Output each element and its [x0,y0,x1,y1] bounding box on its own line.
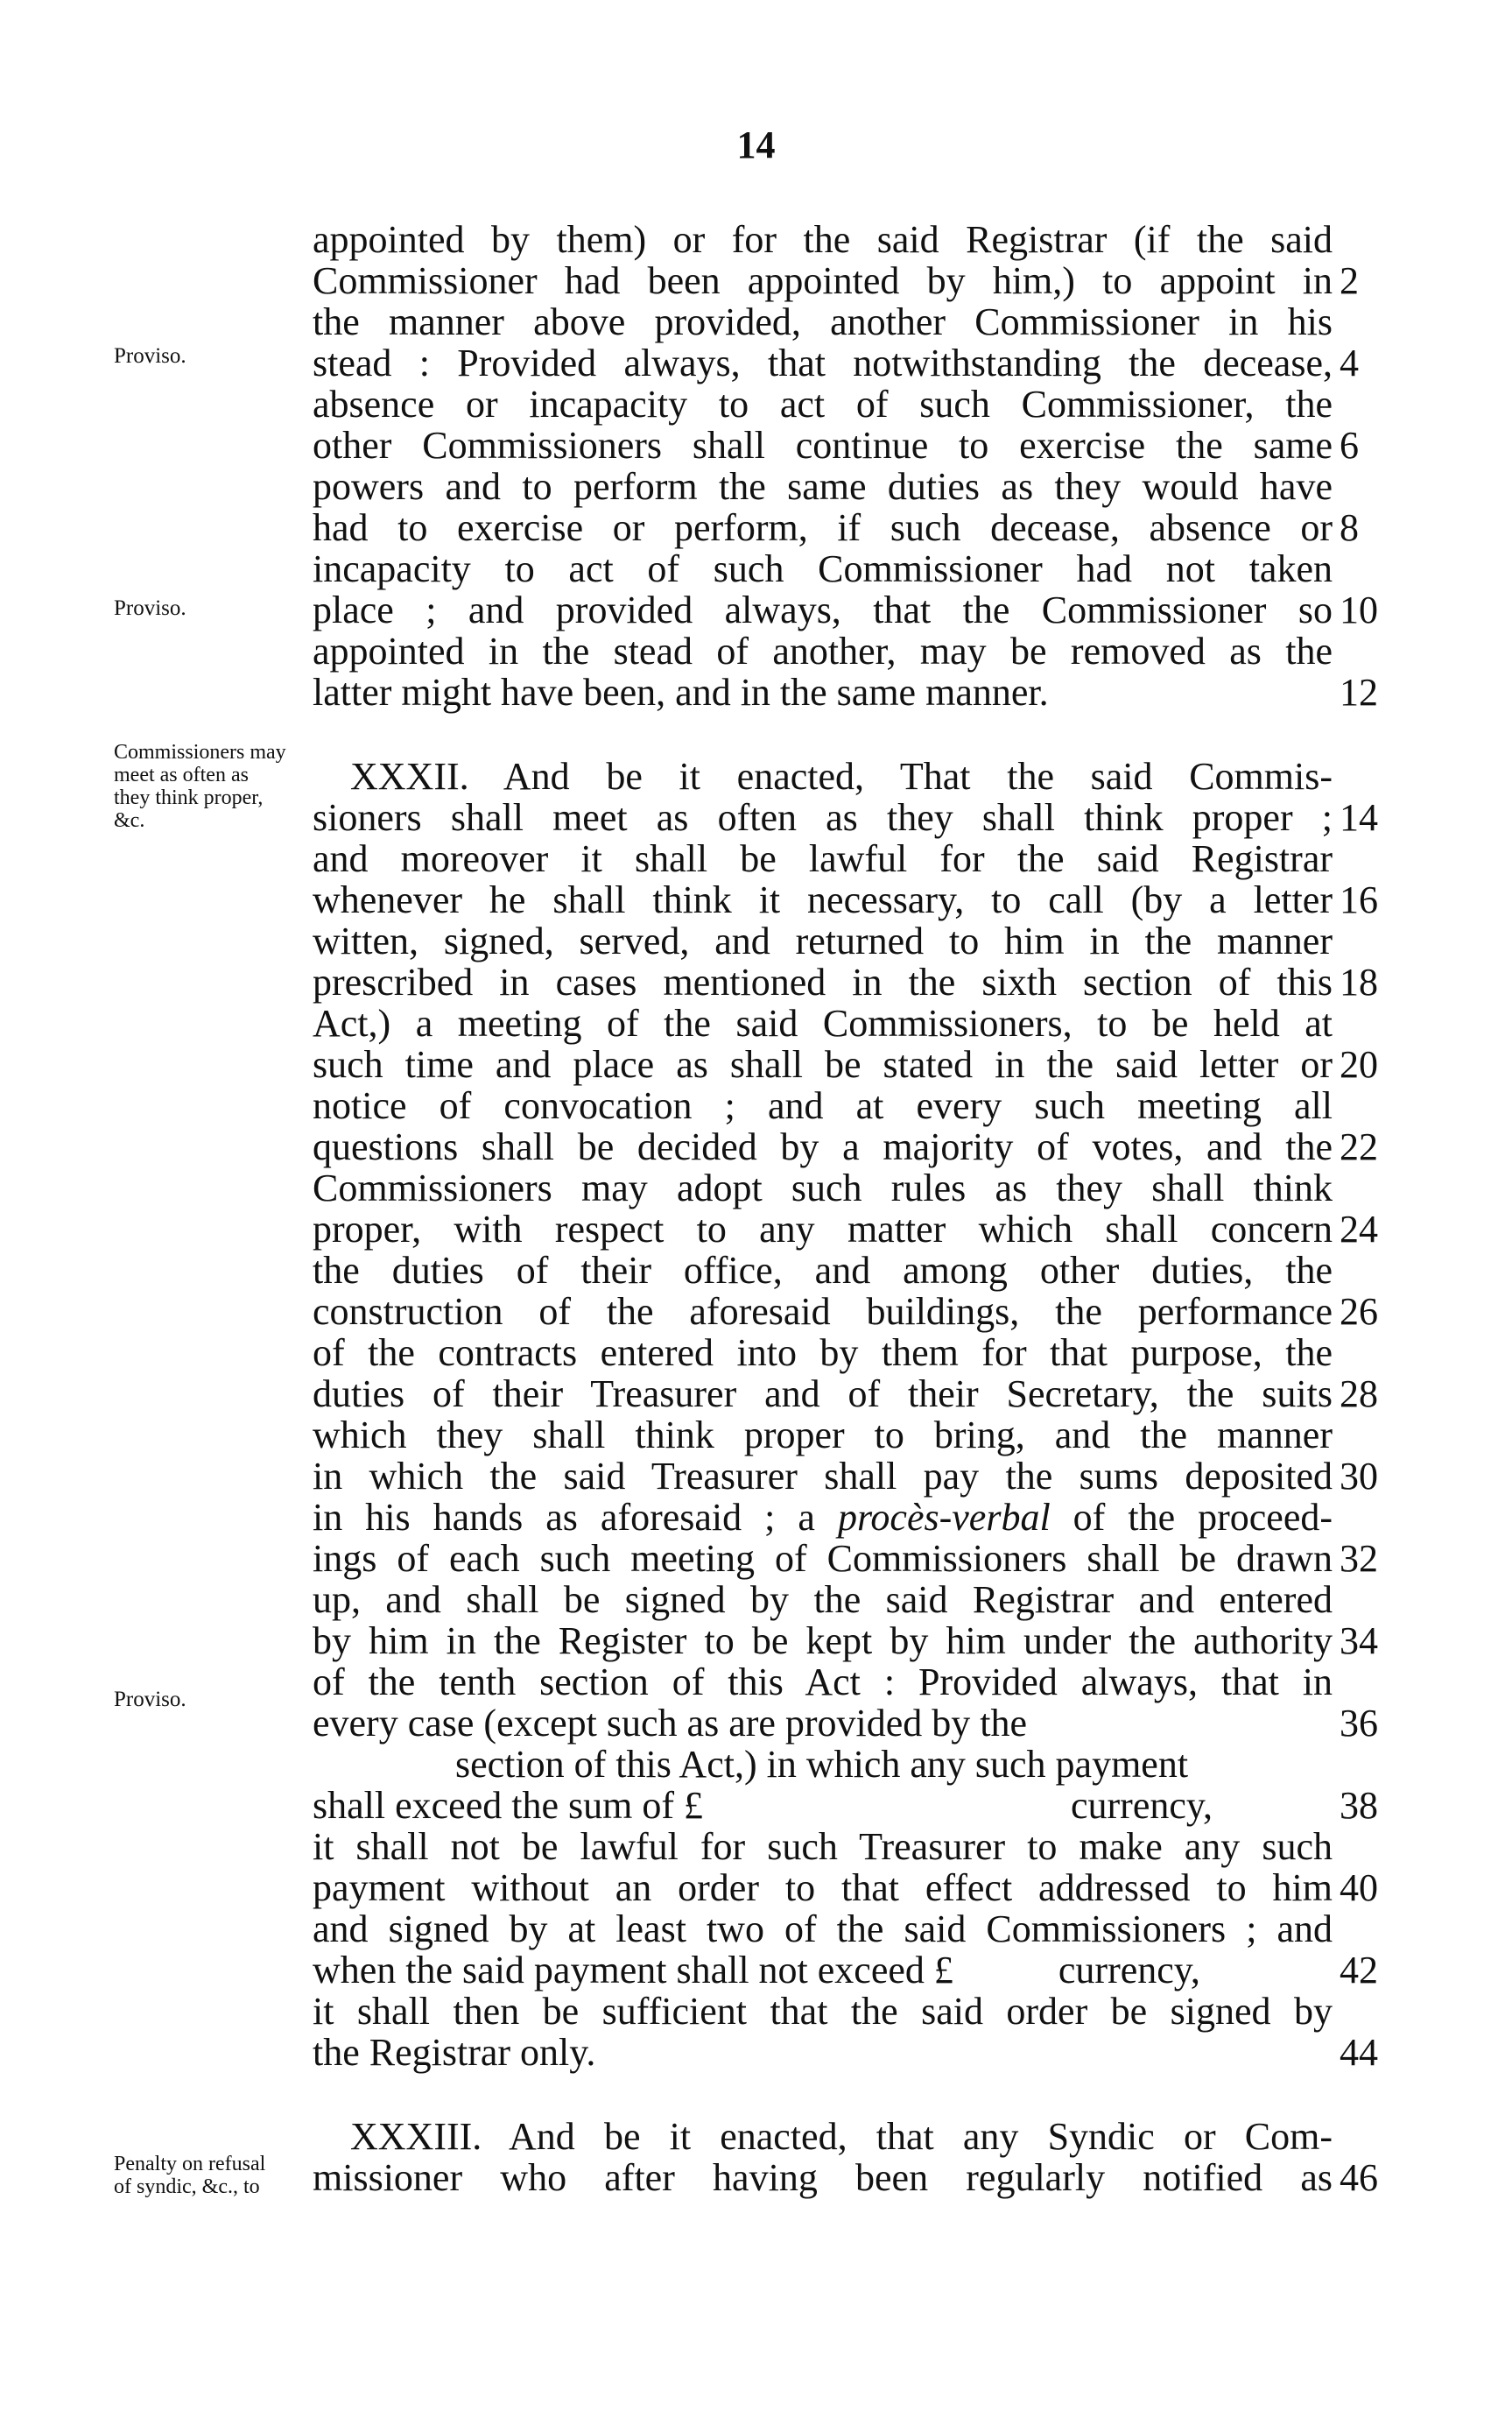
line-number: 6 [1340,424,1359,467]
text-line: XXXIII. And be it enacted, that any Syndic or Com- [350,2115,1333,2158]
line-number: 28 [1340,1372,1378,1415]
text-line: up, and shall be signed by the said Registrar and entered [313,1578,1333,1621]
line-number: 24 [1340,1208,1378,1251]
text-line: questions shall be decided by a majority of votes, and the [313,1125,1333,1168]
margin-note-penalty: Penalty on refusal of syndic, &c., to [114,2153,266,2198]
text-segment: in his hands as aforesaid ; a [313,1496,838,1539]
line-number: 4 [1340,342,1359,384]
text-line: stead : Provided always, that notwithstanding the decease, [313,342,1333,384]
line-number: 42 [1340,1949,1378,1992]
line-number: 30 [1340,1455,1378,1498]
text-line: Act,) a meeting of the said Commissioners, to be held at [313,1002,1333,1045]
text-line: prescribed in cases mentioned in the sixth section of this [313,961,1333,1004]
margin-note-proviso: Proviso. [114,1688,186,1711]
text-line: and signed by at least two of the said Commissioners ; and [313,1907,1333,1950]
text-line: duties of their Treasurer and of their Secretary, the suits [313,1372,1333,1415]
text-line: missioner who after having been regularly notified as [313,2156,1333,2199]
text-line: Commissioner had been appointed by him,) to appoint in [313,259,1333,302]
text-segment: currency, [1058,1949,1200,1992]
text-line: whenever he shall think it necessary, to call (by a letter [313,878,1333,921]
text-line: the manner above provided, another Commissioner in his [313,300,1333,343]
text-line: every case (except such as are provided by the [313,1702,1028,1745]
line-number: 18 [1340,961,1378,1004]
text-line: place ; and provided always, that the Commissioner so [313,589,1333,631]
text-line [313,1497,1333,1539]
text-line: by him in the Register to be kept by him under the authority [313,1619,1333,1662]
text-line: in which the said Treasurer shall pay the sums deposited [313,1455,1333,1498]
line-number: 40 [1340,1866,1378,1909]
text-segment: shall exceed the sum of £ [313,1784,703,1827]
text-line: other Commissioners shall continue to exercise the same [313,424,1333,467]
text-line: incapacity to act of such Commissioner had not taken [313,547,1333,590]
line-number: 14 [1340,796,1378,839]
line-number: 46 [1340,2156,1378,2199]
text-line: appointed by them) or for the said Registrar (if the said [313,218,1333,261]
margin-note-proviso: Proviso. [114,596,186,620]
text-line: appointed in the stead of another, may be removed as the [313,630,1333,673]
line-number: 16 [1340,878,1378,921]
line-number: 12 [1340,671,1378,714]
line-number: 2 [1340,259,1359,302]
page-number: 14 [736,123,776,166]
text-line: the Registrar only. [313,2031,596,2074]
line-number: 10 [1340,589,1378,631]
text-line: of the tenth section of this Act : Provided always, that in [313,1660,1333,1703]
text-line: which they shall think proper to bring, and the manner [313,1413,1333,1456]
text-line: construction of the aforesaid buildings, the performance [313,1290,1333,1333]
text-line: of the contracts entered into by them for that purpose, the [313,1331,1333,1374]
text-line: witten, signed, served, and returned to him in the manner [313,920,1333,962]
text-line: proper, with respect to any matter which shall concern [313,1208,1333,1251]
text-line: sioners shall meet as often as they shall think proper ; [313,796,1333,839]
text-line: XXXII. And be it enacted, That the said Commis- [350,755,1333,798]
text-segment: currency, [1070,1784,1213,1827]
text-segment: when the said payment shall not exceed £ [313,1949,953,1992]
text-line: it shall then be sufficient that the said order be signed by [313,1990,1333,2033]
line-number: 32 [1340,1537,1378,1580]
line-number: 38 [1340,1784,1378,1827]
text-line: absence or incapacity to act of such Commissioner, the [313,383,1333,426]
italic-term: procès-verbal [837,1496,1051,1539]
text-line: such time and place as shall be stated in the said letter or [313,1043,1333,1086]
line-number: 26 [1340,1290,1378,1333]
text-line: the duties of their office, and among other duties, the [313,1249,1333,1292]
line-number: 8 [1340,506,1359,549]
text-line: and moreover it shall be lawful for the said Registrar [313,837,1333,880]
text-line: powers and to perform the same duties as they would have [313,465,1333,508]
text-line: section of this Act,) in which any such payment [455,1743,1189,1786]
text-line [313,1785,1333,1827]
text-line: latter might have been, and in the same manner. [313,671,1049,714]
text-segment: of the proceed- [1050,1496,1333,1539]
margin-note-proviso: Proviso. [114,344,186,368]
text-line: it shall not be lawful for such Treasurer to make any such [313,1825,1333,1868]
line-number: 34 [1340,1619,1378,1662]
line-number: 36 [1340,1702,1378,1745]
text-line: payment without an order to that effect addressed to him [313,1866,1333,1909]
margin-note-commissioners-meet: Commissioners may meet as often as they think proper, &c. [114,741,286,832]
text-line: Commissioners may adopt such rules as they shall think [313,1167,1333,1209]
text-line: notice of convocation ; and at every such meeting all [313,1084,1333,1127]
line-number: 22 [1340,1125,1378,1168]
text-line: ings of each such meeting of Commissioners shall be drawn [313,1537,1333,1580]
text-line [313,1949,1333,1992]
line-number: 20 [1340,1043,1378,1086]
text-line: had to exercise or perform, if such decease, absence or [313,506,1333,549]
line-number: 44 [1340,2031,1378,2074]
